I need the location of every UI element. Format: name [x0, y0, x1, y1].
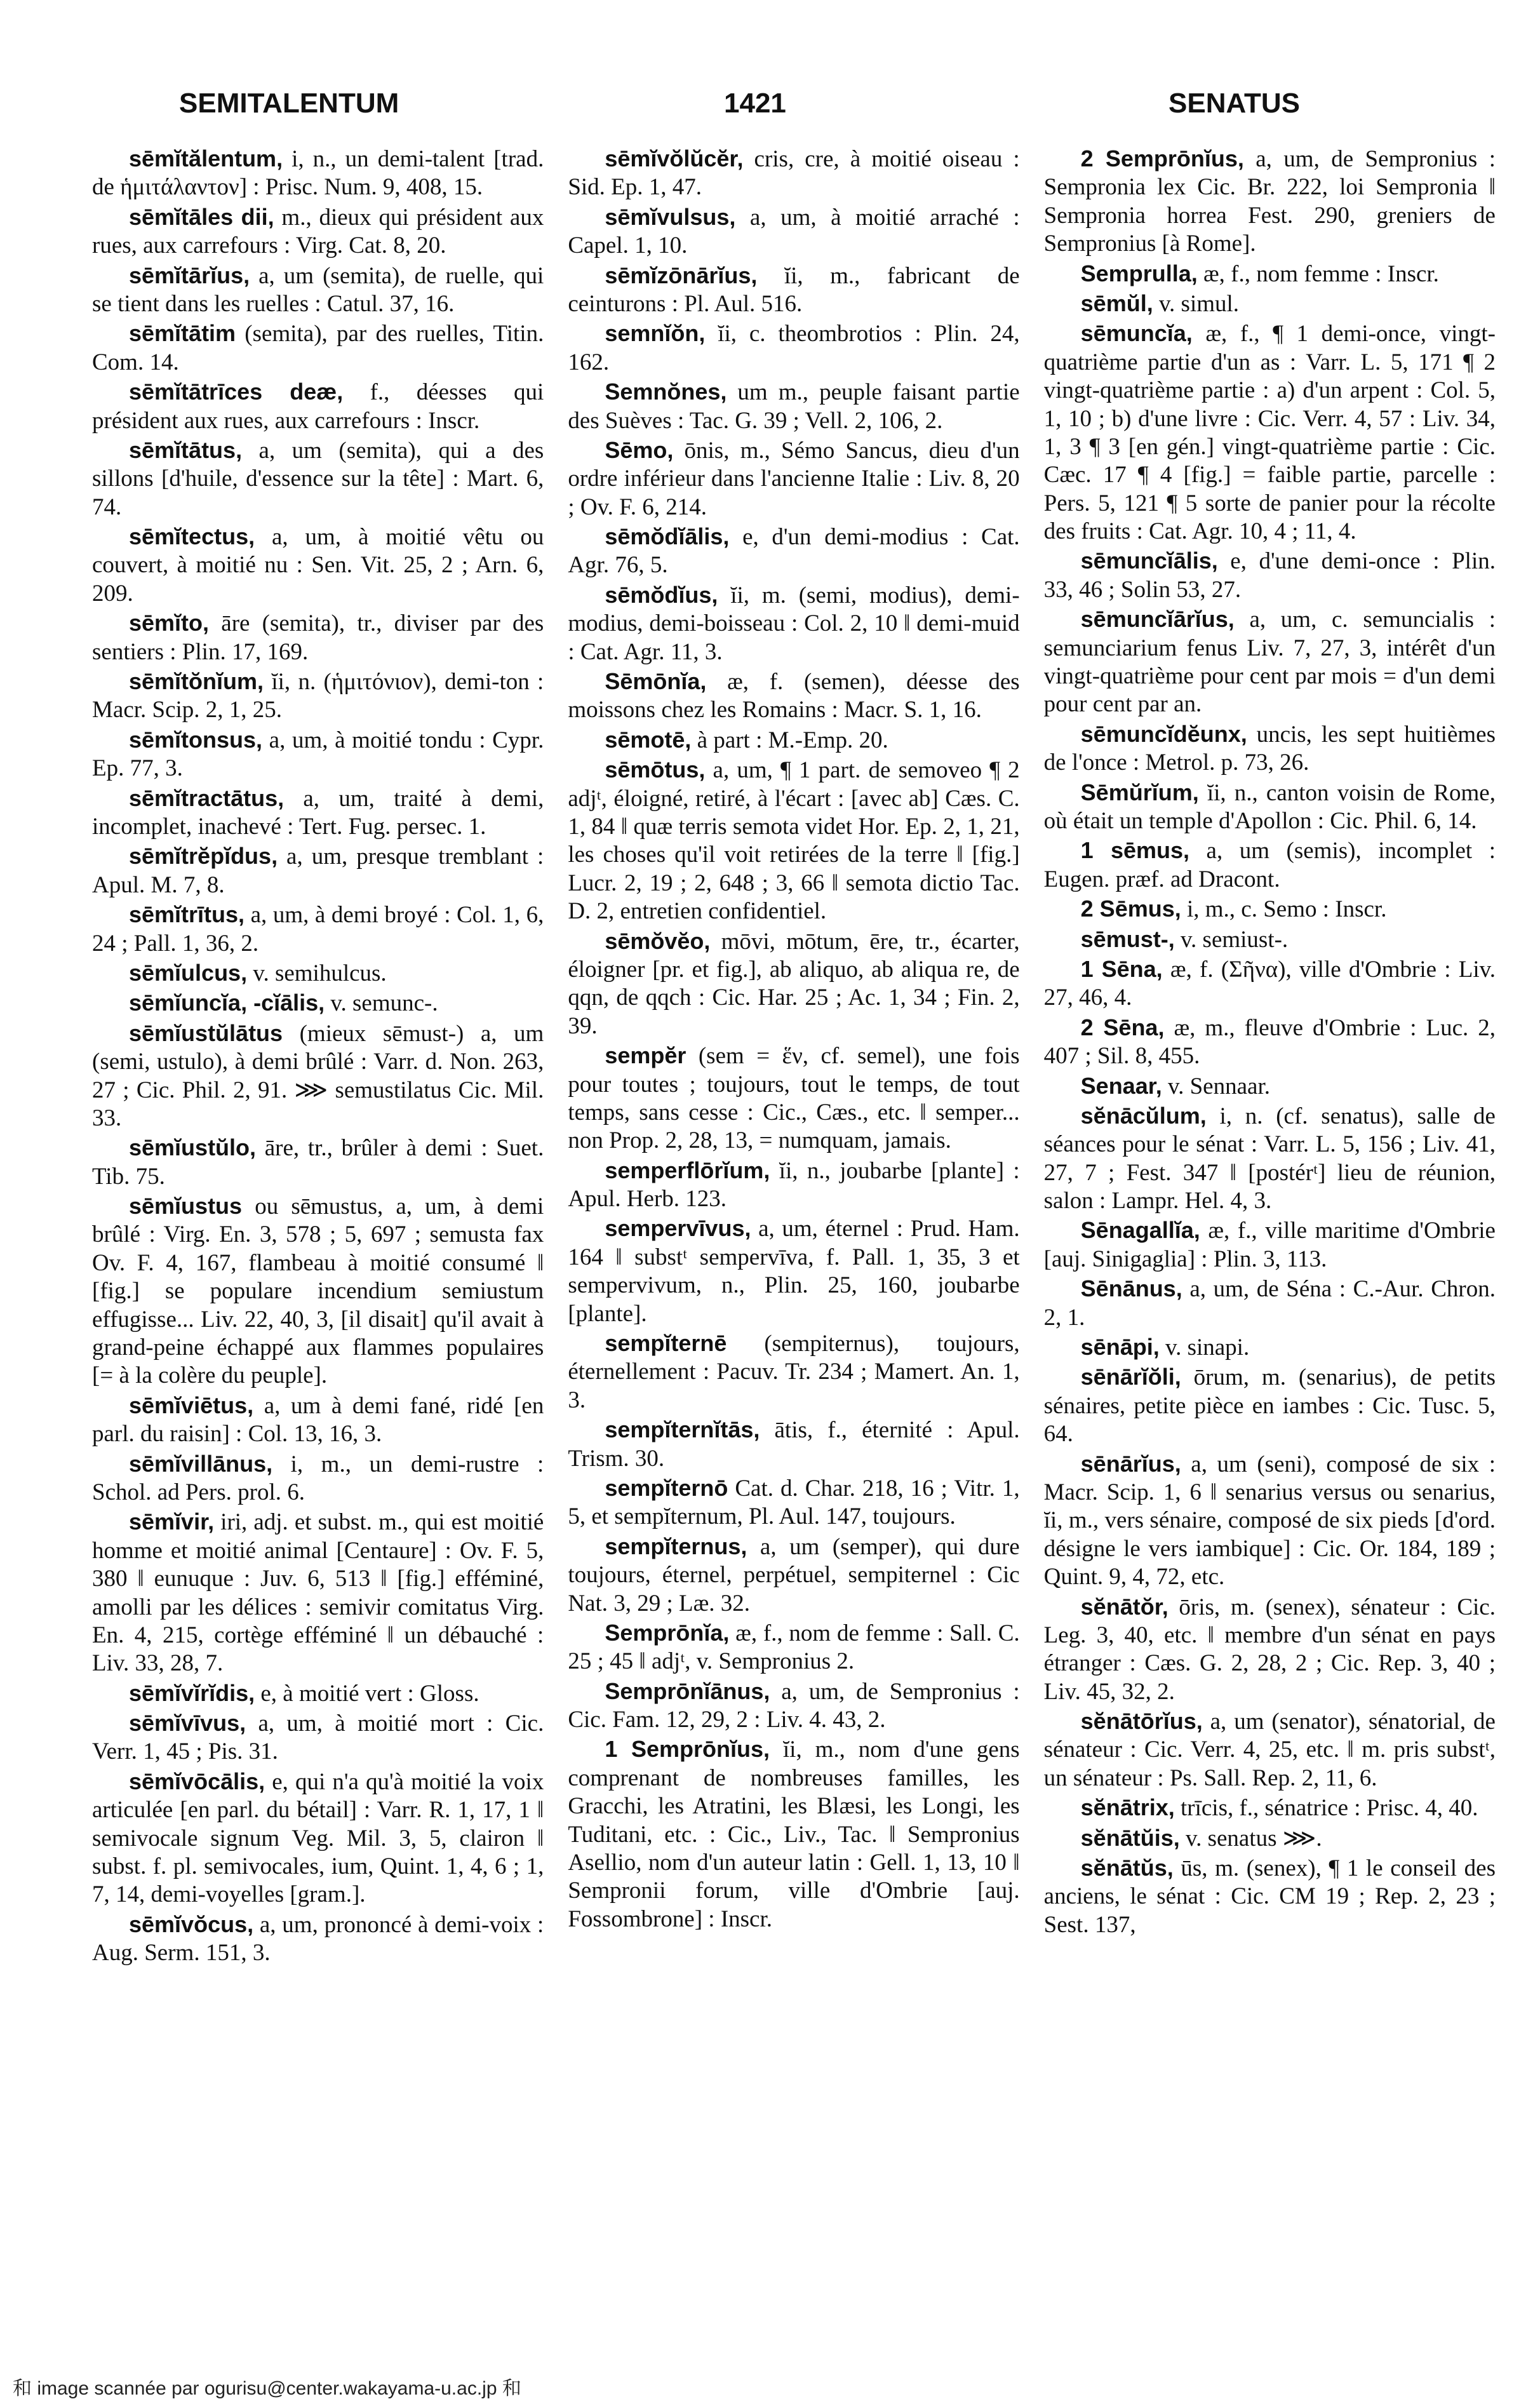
entry-definition: ĭi, n. (ἡμιτόνιον), demi-ton : Macr. Scip. 2, 1, 25. — [92, 669, 544, 723]
page-header — [0, 88, 1540, 138]
entry-headword: sēmĭvir, — [129, 1509, 215, 1535]
entry-headword: sēmĭtrĕpĭdus, — [129, 843, 278, 870]
entry-headword: sempĭternō — [605, 1474, 728, 1501]
entry-definition: a, um à demi fané, ridé [en parl. du raisin] : Col. 13, 16, 3. — [92, 1392, 544, 1448]
entry-headword: sēmĭto, — [129, 610, 210, 636]
dictionary-entry — [1044, 260, 1496, 288]
entry-headword: Semprulla, — [1080, 260, 1198, 286]
dictionary-entry — [92, 959, 544, 988]
entry-headword: sēmĭtrītus, — [129, 901, 245, 928]
dictionary-entry — [1044, 1216, 1496, 1274]
entry-definition: mōvi, mōtum, ēre, tr., écarter, éloigner [pr. et fig.], ab aliquo, ab aliqua re, de qqn, de qqch : Cic. Har. 25 ; Ac. 1, 34 ; Fin. 2, 39. — [568, 928, 1020, 1039]
dictionary-entry — [568, 378, 1019, 435]
dictionary-entry — [568, 668, 1019, 725]
entry-definition: ūs, m. (senex), ¶ 1 le conseil des anciens, le sénat : Cic. CM 19 ; Rep. 2, 23 ; Sest. 137, — [1043, 1855, 1496, 1938]
entry-headword: Sēnānus, — [1080, 1275, 1182, 1302]
entry-headword: sēmuncĭdĕunx, — [1080, 720, 1247, 747]
entry-headword: sēmŭl, — [1080, 290, 1153, 316]
column-3 — [1044, 145, 1496, 2352]
dictionary-entry — [568, 1214, 1019, 1328]
entry-definition: iri, adj. et subst. m., qui est moitié homme et moitié animal [Centaure] : Ov. F. 5, 380 ‖ eunuque : Juv. 6, 513 ‖ [fig.] efféminé, amolli par les délices : semivir comitatus Virg. En. 4, 215, cortège efféminé ‖ un débauché : Liv. 33, 28, 7. — [92, 1509, 544, 1677]
entry-headword: sēmĭtŏnĭum, — [129, 668, 264, 695]
entry-headword: sēmōtus, — [605, 756, 706, 783]
dictionary-entry — [568, 145, 1019, 202]
dictionary-entry — [1044, 1450, 1496, 1592]
entry-headword: sēmĭvīvus, — [129, 1710, 246, 1737]
entry-definition: ĭi, c. theombrotios : Plin. 24, 162. — [568, 321, 1020, 375]
entry-definition: a, um, de Sempronius : Sempronia lex Cic. Br. 222, loi Sempronia ‖ Sempronia horrea Fest. 290, greniers de Sempronius [à Rome]. — [1043, 146, 1496, 257]
entry-definition: v. semiust-. — [1174, 926, 1289, 953]
entry-definition: v. semihulcus. — [247, 960, 387, 986]
dictionary-entry — [568, 1677, 1019, 1735]
entry-definition: æ, f. (Σῆνα), ville d'Ombrie : Liv. 27, 46, 4. — [1043, 956, 1496, 1011]
entry-definition: cris, cre, à moitié oiseau : Sid. Ep. 1, 47. — [568, 146, 1020, 201]
entry-definition: à part : M.-Emp. 20. — [691, 727, 888, 753]
entry-headword: sēmuncĭālis, — [1080, 548, 1218, 574]
entry-headword: sēmĭtātus, — [129, 436, 243, 463]
dictionary-entry — [92, 203, 544, 260]
dictionary-entry — [1044, 547, 1496, 604]
dictionary-entry — [568, 756, 1019, 925]
dictionary-columns — [92, 145, 1496, 2352]
dictionary-entry — [92, 901, 544, 958]
entry-definition: a, um (semita), qui a des sillons [d'huile, d'essence sur la tête] : Mart. 6, 74. — [92, 437, 544, 520]
dictionary-entry — [92, 1134, 544, 1191]
entry-headword: Sēmŭrĭum, — [1080, 779, 1199, 805]
entry-headword: sēnāpi, — [1080, 1334, 1160, 1361]
dictionary-entry — [92, 1192, 544, 1390]
dictionary-entry — [568, 1329, 1019, 1415]
entry-definition: a, um, ¶ 1 part. de semoveo ¶ 2 adjᵗ, éloigné, retiré, à l'écart : [avec ab] Cæs. C. 1, 84 ‖ quæ terris semota videt Hor. Ep. 2, 1, 21, les choses qu'il voit retirées de la terre ‖ [fig.] Lucr. 2, 19 ; 2, 648 ; 3, 66 ‖ semota dictio Tac. D. 2, entretien confidentiel. — [568, 757, 1020, 925]
entry-headword: sempĭternus, — [605, 1533, 747, 1559]
dictionary-entry — [92, 1709, 544, 1766]
entry-definition: ōrum, m. (senarius), de petits sénaires, petite pièce en iambes : Cic. Tusc. 5, 64. — [1043, 1364, 1496, 1448]
entry-headword: sĕnātrix, — [1080, 1794, 1175, 1821]
dictionary-entry — [568, 927, 1019, 1041]
entry-definition: a, um (seni), composé de six : Macr. Scip. 1, 6 ‖ senarius versus ou senarius, ĭi, m., vers sénaire, composé de six pieds [d'ord. désigne le vers iambique] : Cic. Or. 184, 189 ; Quint. 9, 4, 72, etc. — [1043, 1451, 1496, 1590]
entry-headword: sēmĭtonsus, — [129, 726, 263, 753]
dictionary-entry — [1044, 319, 1496, 546]
entry-definition: m., dieux qui président aux rues, aux carrefours : Virg. Cat. 8, 20. — [92, 204, 544, 259]
entry-headword: Semnŏnes, — [605, 379, 727, 405]
dictionary-entry — [568, 1416, 1019, 1473]
dictionary-entry — [92, 726, 544, 783]
dictionary-entry — [92, 1768, 544, 1909]
entry-headword: sēmĭustŭlo, — [129, 1134, 257, 1161]
entry-headword: sēnārĭus, — [1080, 1450, 1181, 1477]
entry-headword: sēmĭvĭrĭdis, — [129, 1679, 255, 1706]
dictionary-entry — [568, 523, 1019, 580]
column-2 — [568, 145, 1019, 2352]
entry-headword: sēmotē, — [605, 726, 692, 753]
entry-headword: sēmŏdĭālis, — [605, 523, 730, 550]
entry-definition: i, n. (cf. senatus), salle de séances pour le sénat : Varr. L. 5, 156 ; Liv. 41, 27, 7 ; Fest. 347 ‖ [postérᵗ] lieu de réunion, salon : Lampr. Hel. 4, 3. — [1043, 1103, 1496, 1214]
entry-definition: a, um, à moitié mort : Cic. Verr. 1, 45 ; Pis. 31. — [92, 1710, 544, 1765]
dictionary-entry — [1044, 1275, 1496, 1332]
entry-definition: a, um, à moitié vêtu ou couvert, à moitié nu : Sen. Vit. 25, 2 ; Arn. 6, 209. — [92, 524, 544, 607]
dictionary-entry — [92, 784, 544, 842]
dictionary-entry — [1044, 1072, 1496, 1101]
entry-definition: ōnis, m., Sémo Sancus, dieu d'un ordre inférieur dans l'ancienne Italie : Liv. 8, 20 ; Ov. F. 6, 214. — [568, 437, 1020, 520]
entry-headword: sēmĭviētus, — [129, 1392, 254, 1418]
entry-definition: ātis, f., éternité : Apul. Trism. 30. — [568, 1417, 1020, 1472]
entry-headword: sēmĭustŭlātus — [129, 1019, 283, 1046]
entry-definition: e, d'un demi-modius : Cat. Agr. 76, 5. — [568, 524, 1020, 579]
entry-definition: æ, f., nom femme : Inscr. — [1197, 260, 1439, 287]
entry-headword: sēmust-, — [1080, 925, 1175, 952]
entry-definition: i, m., c. Semo : Inscr. — [1181, 896, 1387, 923]
dictionary-entry — [568, 319, 1019, 377]
entry-headword: sēmĭvŏlŭcĕr, — [605, 145, 744, 171]
entry-headword: sēmuncĭārĭus, — [1080, 606, 1235, 633]
entry-definition: æ, f. (semen), déesse des moissons chez les Romains : Macr. S. 1, 16. — [568, 669, 1020, 723]
entry-headword: sēmĭtectus, — [129, 523, 255, 550]
entry-definition: āre (semita), tr., diviser par des sentiers : Plin. 17, 169. — [92, 610, 544, 665]
entry-definition: a, um, prononcé à demi-voix : Aug. Serm. 151, 3. — [92, 1911, 544, 1966]
dictionary-entry — [1044, 1593, 1496, 1707]
entry-headword: sĕnātŭs, — [1080, 1855, 1174, 1881]
entry-headword: sēmĭvulsus, — [605, 203, 736, 230]
entry-definition: (mieux sēmust-) a, um (semi, ustulo), à demi brûlé : Varr. d. Non. 263, 27 ; Cic. Phil. 2, 91. ⋙ semustilatus Cic. Mil. 33. — [92, 1020, 544, 1131]
entry-headword: Senaar, — [1080, 1072, 1162, 1099]
dictionary-entry — [568, 726, 1019, 755]
column-1 — [92, 145, 544, 2352]
entry-headword: sēnārĭŏli, — [1080, 1364, 1181, 1390]
entry-definition: Cat. d. Char. 218, 16 ; Vitr. 1, 5, et sempĭternum, Pl. Aul. 147, toujours. — [568, 1475, 1020, 1530]
dictionary-entry — [92, 262, 544, 319]
entry-headword: semperflōrĭum, — [605, 1157, 770, 1183]
entry-definition: v. Sennaar. — [1162, 1073, 1270, 1099]
entry-headword: sempervīvus, — [605, 1215, 751, 1242]
dictionary-entry — [1044, 1824, 1496, 1853]
entry-headword: sempĭternĭtās, — [605, 1416, 760, 1443]
entry-headword: Sēmo, — [605, 436, 674, 463]
entry-definition: v. senatus ⋙. — [1179, 1825, 1322, 1852]
dictionary-entry — [1044, 895, 1496, 924]
entry-definition: (semita), par des ruelles, Titin. Com. 14. — [92, 321, 544, 375]
entry-headword: sēmĭtălentum, — [129, 145, 283, 171]
entry-definition: a, um (senator), sénatorial, de sénateur : Cic. Verr. 4, 25, etc. ‖ m. pris substᵗ, un sénateur : Ps. Sall. Rep. 2, 11, 6. — [1043, 1709, 1496, 1791]
entry-headword: sēmĭtractātus, — [129, 784, 285, 811]
entry-definition: e, à moitié vert : Gloss. — [255, 1680, 479, 1707]
dictionary-entry — [568, 1157, 1019, 1214]
entry-headword: sēmĭvŏcus, — [129, 1911, 254, 1937]
entry-definition: e, d'une demi-once : Plin. 33, 46 ; Solin 53, 27. — [1043, 548, 1496, 603]
entry-definition: āre, tr., brûler à demi : Suet. Tib. 75. — [92, 1135, 544, 1190]
entry-headword: sĕnācŭlum, — [1080, 1102, 1207, 1129]
dictionary-entry — [1044, 605, 1496, 719]
entry-definition: a, um, presque tremblant : Apul. M. 7, 8. — [92, 843, 544, 898]
entry-headword: sēmĭzōnārĭus, — [605, 262, 758, 288]
dictionary-entry — [1044, 290, 1496, 318]
dictionary-entry — [568, 1735, 1019, 1933]
entry-headword: Semprōnĭa, — [605, 1619, 730, 1646]
entry-definition: ĭi, m. (semi, modius), demi-modius, demi-boisseau : Col. 2, 10 ‖ demi-muid : Cat. Agr. 11, 3. — [568, 582, 1020, 665]
dictionary-entry — [92, 523, 544, 608]
dictionary-entry — [92, 319, 544, 377]
entry-headword: sĕnātŏr, — [1080, 1593, 1168, 1620]
entry-headword: Sēmōnĭa, — [605, 668, 707, 695]
dictionary-entry — [568, 1474, 1019, 1531]
entry-headword: sēmĭustus — [129, 1193, 243, 1220]
dictionary-entry — [1044, 720, 1496, 777]
entry-headword: sempĕr — [605, 1042, 686, 1069]
entry-headword: sempĭternē — [605, 1330, 727, 1357]
running-head-left: SEMITALENTUM — [179, 88, 399, 119]
entry-headword: sĕnātŭis, — [1080, 1824, 1180, 1851]
entry-definition: æ, f., nom de femme : Sall. C. 25 ; 45 ‖ adjᵗ, v. Sempronius 2. — [568, 1620, 1020, 1675]
entry-definition: i, m., un demi-rustre : Schol. ad Pers. prol. 6. — [92, 1451, 544, 1505]
entry-headword: sēmĭvillānus, — [129, 1450, 273, 1477]
dictionary-entry — [92, 378, 544, 435]
dictionary-entry — [1044, 1102, 1496, 1216]
dictionary-entry — [92, 1679, 544, 1708]
entry-definition: a, um, à demi broyé : Col. 1, 6, 24 ; Pall. 1, 36, 2. — [92, 902, 544, 957]
entry-headword: sēmĭuncĭa, -cĭālis, — [129, 990, 325, 1016]
dictionary-entry — [568, 1619, 1019, 1676]
entry-headword: sēmŏdĭus, — [605, 581, 718, 608]
entry-definition: ōris, m. (senex), sénateur : Cic. Leg. 3, 40, etc. ‖ membre d'un sénat en pays étranger : Cæs. G. 2, 28, 2 ; Cic. Rep. 3, 40 ; Liv. 45, 32, 2. — [1043, 1594, 1496, 1705]
dictionary-entry — [568, 1042, 1019, 1155]
dictionary-entry — [1044, 1363, 1496, 1448]
entry-definition: æ, m., fleuve d'Ombrie : Luc. 2, 407 ; Sil. 8, 455. — [1043, 1014, 1496, 1070]
entry-definition: a, um, c. semuncialis : semunciarium fenus Liv. 7, 27, 3, intérêt d'un vingt-quatrième pour cent par mois = d'un demi pour cent par an. — [1043, 607, 1496, 718]
dictionary-entry — [92, 436, 544, 521]
dictionary-entry — [1044, 955, 1496, 1012]
entry-headword: sēmŏvĕo, — [605, 927, 711, 954]
dictionary-entry — [92, 668, 544, 725]
dictionary-entry — [1044, 1707, 1496, 1792]
entry-definition: ĭi, n., canton voisin de Rome, où était un temple d'Apollon : Cic. Phil. 6, 14. — [1043, 779, 1496, 834]
running-head-right: SENATUS — [1168, 88, 1300, 119]
entry-definition: æ, f., ¶ 1 demi-once, vingt-quatrième partie d'un as : Varr. L. 5, 171 ¶ 2 vingt-quatrième partie : a) d'un arpent : Col. 5, 1, 10 ; b) d'une livre : Cic. Verr. 4, 57 : Liv. 34, 1, 3 ¶ 3 [en gén.] vingt-quatrième partie : Cic. Cæc. 17 ¶ 4 [fig.] = faible partie, parcelle : Pers. 5, 121 ¶ 5 sorte de panier pour la récolte des fruits : Cat. Agr. 10, 4 ; 11, 4. — [1043, 321, 1496, 545]
entry-headword: 1 sēmus, — [1080, 837, 1190, 864]
dictionary-entry — [92, 1450, 544, 1507]
entry-headword: Sēnagallĭa, — [1080, 1217, 1200, 1244]
dictionary-entry — [92, 609, 544, 666]
entry-definition: a, um (semita), de ruelle, qui se tient dans les ruelles : Catul. 37, 16. — [92, 262, 544, 317]
entry-definition: v. semunc-. — [325, 990, 438, 1017]
entry-definition: a, um, de Séna : C.-Aur. Chron. 2, 1. — [1043, 1276, 1496, 1331]
entry-headword: sēmĭtāles dii, — [129, 203, 274, 230]
dictionary-entry — [1044, 1854, 1496, 1939]
entry-definition: v. sinapi. — [1159, 1334, 1250, 1361]
entry-headword: sēmĭulcus, — [129, 959, 248, 986]
entry-headword: sēmuncĭa, — [1080, 320, 1193, 347]
entry-definition: ou sēmustus, a, um, à demi brûlé : Virg. En. 3, 578 ; 5, 697 ; semusta fax Ov. F. 4, 167, flambeau à moitié consumé ‖ [fig.] se populare incendium semiustum effugisse... Liv. 22, 40, 3, [il disait] qu'il avait à grand-peine échappé aux flammes populaires [= à la colère du peuple]. — [92, 1193, 544, 1389]
entry-definition: a, um (semper), qui dure toujours, éternel, perpétuel, sempiternel : Cic Nat. 3, 29 ; Læ. 32. — [568, 1533, 1020, 1616]
entry-definition: a, um, à moitié tondu : Cypr. Ep. 77, 3. — [92, 727, 544, 782]
entry-definition: uncis, les sept huitièmes de l'once : Metrol. p. 73, 26. — [1043, 721, 1496, 776]
dictionary-entry — [568, 1533, 1019, 1618]
scan-credit: 和 image scannée par ogurisu@center.wakayama-u.ac.jp 和 — [13, 2378, 521, 2399]
entry-headword: sēmĭvōcālis, — [129, 1768, 265, 1794]
dictionary-entry — [1044, 145, 1496, 259]
entry-headword: 2 Semprōnĭus, — [1080, 145, 1244, 171]
dictionary-entry — [568, 436, 1019, 521]
dictionary-entry — [1044, 779, 1496, 836]
entry-definition: v. simul. — [1153, 290, 1240, 317]
entry-headword: sĕnātōrĭus, — [1080, 1708, 1203, 1735]
entry-definition: a, um, traité à demi, incomplet, inachevé : Tert. Fug. persec. 1. — [92, 785, 544, 840]
dictionary-entry — [92, 1019, 544, 1133]
entry-definition: f., déesses qui président aux rues, aux carrefours : Inscr. — [92, 379, 544, 434]
entry-definition: i, n., un demi-talent [trad. de ἡμιτάλαντον] : Prisc. Num. 9, 408, 15. — [92, 146, 544, 201]
dictionary-entry — [1044, 925, 1496, 954]
entry-definition: ĭi, m., nom d'une gens comprenant de nombreuses familles, les Gracchi, les Atratini, les Blæsi, les Longi, les Tuditani, etc. : Cic., Liv., Tac. ‖ Sempronius Asellio, nom d'un auteur latin : Gell. 1, 13, 10 ‖ Sempronii forum, ville d'Ombrie [auj. Fossombrone] : Inscr. — [568, 1737, 1020, 1932]
entry-headword: Semprōnĭānus, — [605, 1677, 770, 1704]
dictionary-entry — [1044, 837, 1496, 894]
dictionary-entry — [92, 1508, 544, 1677]
entry-headword: 2 Sēna, — [1080, 1014, 1165, 1040]
dictionary-entry — [1044, 1333, 1496, 1362]
entry-headword: 1 Sēna, — [1080, 955, 1163, 982]
entry-definition: (sempiternus), toujours, éternellement : Pacuv. Tr. 234 ; Mamert. An. 1, 3. — [568, 1331, 1020, 1413]
entry-definition: æ, f., ville maritime d'Ombrie [auj. Sinigaglia] : Plin. 3, 113. — [1043, 1218, 1496, 1272]
dictionary-entry — [92, 145, 544, 202]
entry-headword: sēmĭtātrīces deæ, — [129, 379, 344, 405]
dictionary-entry — [92, 989, 544, 1018]
entry-definition: um m., peuple faisant partie des Suèves : Tac. G. 39 ; Vell. 2, 106, 2. — [568, 379, 1020, 434]
dictionary-entry — [1044, 1014, 1496, 1071]
dictionary-entry — [92, 1911, 544, 1968]
entry-headword: 2 Sēmus, — [1080, 896, 1181, 922]
dictionary-entry — [1044, 1794, 1496, 1822]
entry-headword: sēmĭtārĭus, — [129, 262, 250, 288]
entry-headword: 1 Semprōnĭus, — [605, 1736, 770, 1763]
page-number: 1421 — [724, 88, 786, 119]
entry-definition: (sem = ἕν, cf. semel), une fois pour toutes ; toujours, tout le temps, de tout temps, sans cesse : Cic., Cæs., etc. ‖ semper... non Prop. 2, 28, 13, = numquam, jamais. — [568, 1043, 1020, 1154]
entry-definition: a, um, de Sempronius : Cic. Fam. 12, 29, 2 : Liv. 4. 43, 2. — [568, 1678, 1020, 1733]
dictionary-entry — [568, 203, 1019, 260]
entry-headword: semnĭŏn, — [605, 320, 706, 347]
dictionary-entry — [568, 581, 1019, 666]
entry-definition: ĭi, m., fabricant de ceinturons : Pl. Aul. 516. — [568, 262, 1020, 317]
entry-definition: a, um, éternel : Prud. Ham. 164 ‖ substᵗ sempervīva, f. Pall. 1, 35, 3 et sempervivum, n., Plin. 25, 160, joubarbe [plante]. — [568, 1216, 1020, 1327]
entry-definition: a, um, à moitié arraché : Capel. 1, 10. — [568, 204, 1020, 259]
dictionary-entry — [92, 1392, 544, 1449]
entry-definition: trīcis, f., sénatrice : Prisc. 4, 40. — [1174, 1795, 1478, 1822]
entry-headword: sēmĭtātim — [129, 320, 236, 347]
dictionary-entry — [92, 842, 544, 899]
entry-definition: ĭi, n., joubarbe [plante] : Apul. Herb. 123. — [568, 1157, 1020, 1213]
entry-definition: a, um (semis), incomplet : Eugen. præf. ad Dracont. — [1043, 838, 1496, 892]
dictionary-entry — [568, 262, 1019, 319]
entry-definition: e, qui n'a qu'à moitié la voix articulée [en parl. du bétail] : Varr. R. 1, 17, 1 ‖ semivocale signum Veg. Mil. 3, 5, clairon ‖ subst. f. pl. semivocales, ium, Quint. 1, 4, 6 ; 1, 7, 14, demi-voyelles [gram.]. — [92, 1768, 544, 1908]
